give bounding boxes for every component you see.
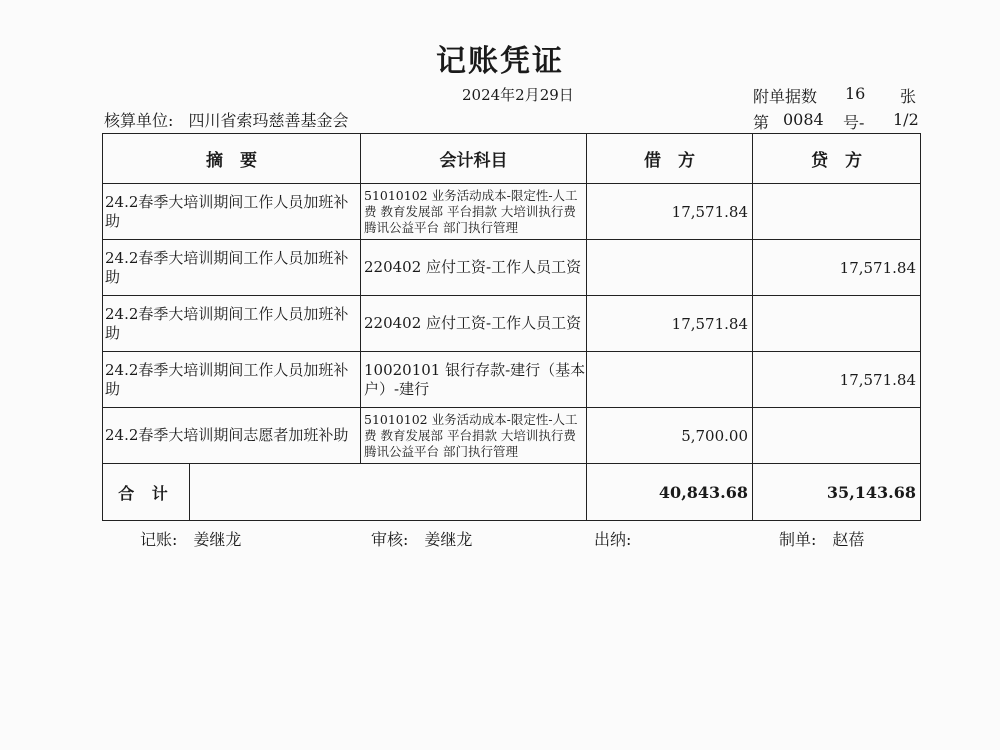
voucher-page-no: 1/2 — [893, 110, 919, 129]
row-debit: 17,571.84 — [587, 184, 753, 240]
row-summary: 24.2春季大培训期间工作人员加班补助 — [103, 240, 361, 296]
row-credit — [753, 408, 921, 464]
attachment-count — [753, 84, 917, 107]
attachment-label: 附单据数 — [753, 87, 818, 106]
row-credit: 17,571.84 — [753, 240, 921, 296]
total-blank — [190, 464, 587, 521]
voucher-table — [102, 133, 921, 521]
table-row — [103, 184, 921, 240]
accounting-unit — [104, 108, 349, 131]
row-debit — [587, 240, 753, 296]
header-credit: 贷 方 — [753, 134, 921, 184]
voucher-suffix: 号- — [843, 113, 865, 132]
table-row — [103, 352, 921, 408]
row-credit — [753, 184, 921, 240]
row-account: 10020101 银行存款-建行（基本户）-建行 — [361, 352, 587, 408]
row-summary: 24.2春季大培训期间工作人员加班补助 — [103, 352, 361, 408]
table-row — [103, 408, 921, 464]
attachment-number: 16 — [845, 84, 866, 103]
row-account: 220402 应付工资-工作人员工资 — [361, 240, 587, 296]
row-account: 220402 应付工资-工作人员工资 — [361, 296, 587, 352]
row-credit — [753, 296, 921, 352]
footer-bookkeeper: 记账: 姜继龙 — [140, 530, 242, 549]
attachment-unit: 张 — [900, 87, 917, 106]
total-row — [103, 464, 921, 521]
accounting-unit-value: 四川省索玛慈善基金会 — [188, 111, 349, 130]
page-title: 记账凭证 — [436, 44, 564, 79]
footer-preparer: 制单: 赵蓓 — [779, 530, 865, 549]
footer-reviewer: 审核: 姜继龙 — [371, 530, 473, 549]
table-header-row — [103, 134, 921, 184]
voucher-no: 0084 — [783, 110, 824, 129]
total-debit: 40,843.68 — [587, 464, 753, 521]
row-debit: 17,571.84 — [587, 296, 753, 352]
row-credit: 17,571.84 — [753, 352, 921, 408]
header-account: 会计科目 — [361, 134, 587, 184]
row-summary: 24.2春季大培训期间工作人员加班补助 — [103, 184, 361, 240]
header-debit: 借 方 — [587, 134, 753, 184]
voucher-date: 2024年2月29日 — [462, 86, 574, 104]
row-summary: 24.2春季大培训期间工作人员加班补助 — [103, 296, 361, 352]
row-summary: 24.2春季大培训期间志愿者加班补助 — [103, 408, 361, 464]
voucher-prefix: 第 — [753, 113, 770, 132]
row-debit — [587, 352, 753, 408]
row-account: 51010102 业务活动成本-限定性-人工费 教育发展部 平台捐款 大培训执行费 腾讯公益平台 部门执行管理 — [361, 184, 587, 240]
row-account: 51010102 业务活动成本-限定性-人工费 教育发展部 平台捐款 大培训执行费 腾讯公益平台 部门执行管理 — [361, 408, 587, 464]
accounting-unit-label: 核算单位: — [104, 111, 174, 130]
total-label: 合 计 — [103, 464, 190, 521]
header-summary: 摘 要 — [103, 134, 361, 184]
footer-cashier: 出纳: — [594, 530, 632, 549]
table-row — [103, 296, 921, 352]
table-row — [103, 240, 921, 296]
row-debit: 5,700.00 — [587, 408, 753, 464]
total-credit: 35,143.68 — [753, 464, 921, 521]
